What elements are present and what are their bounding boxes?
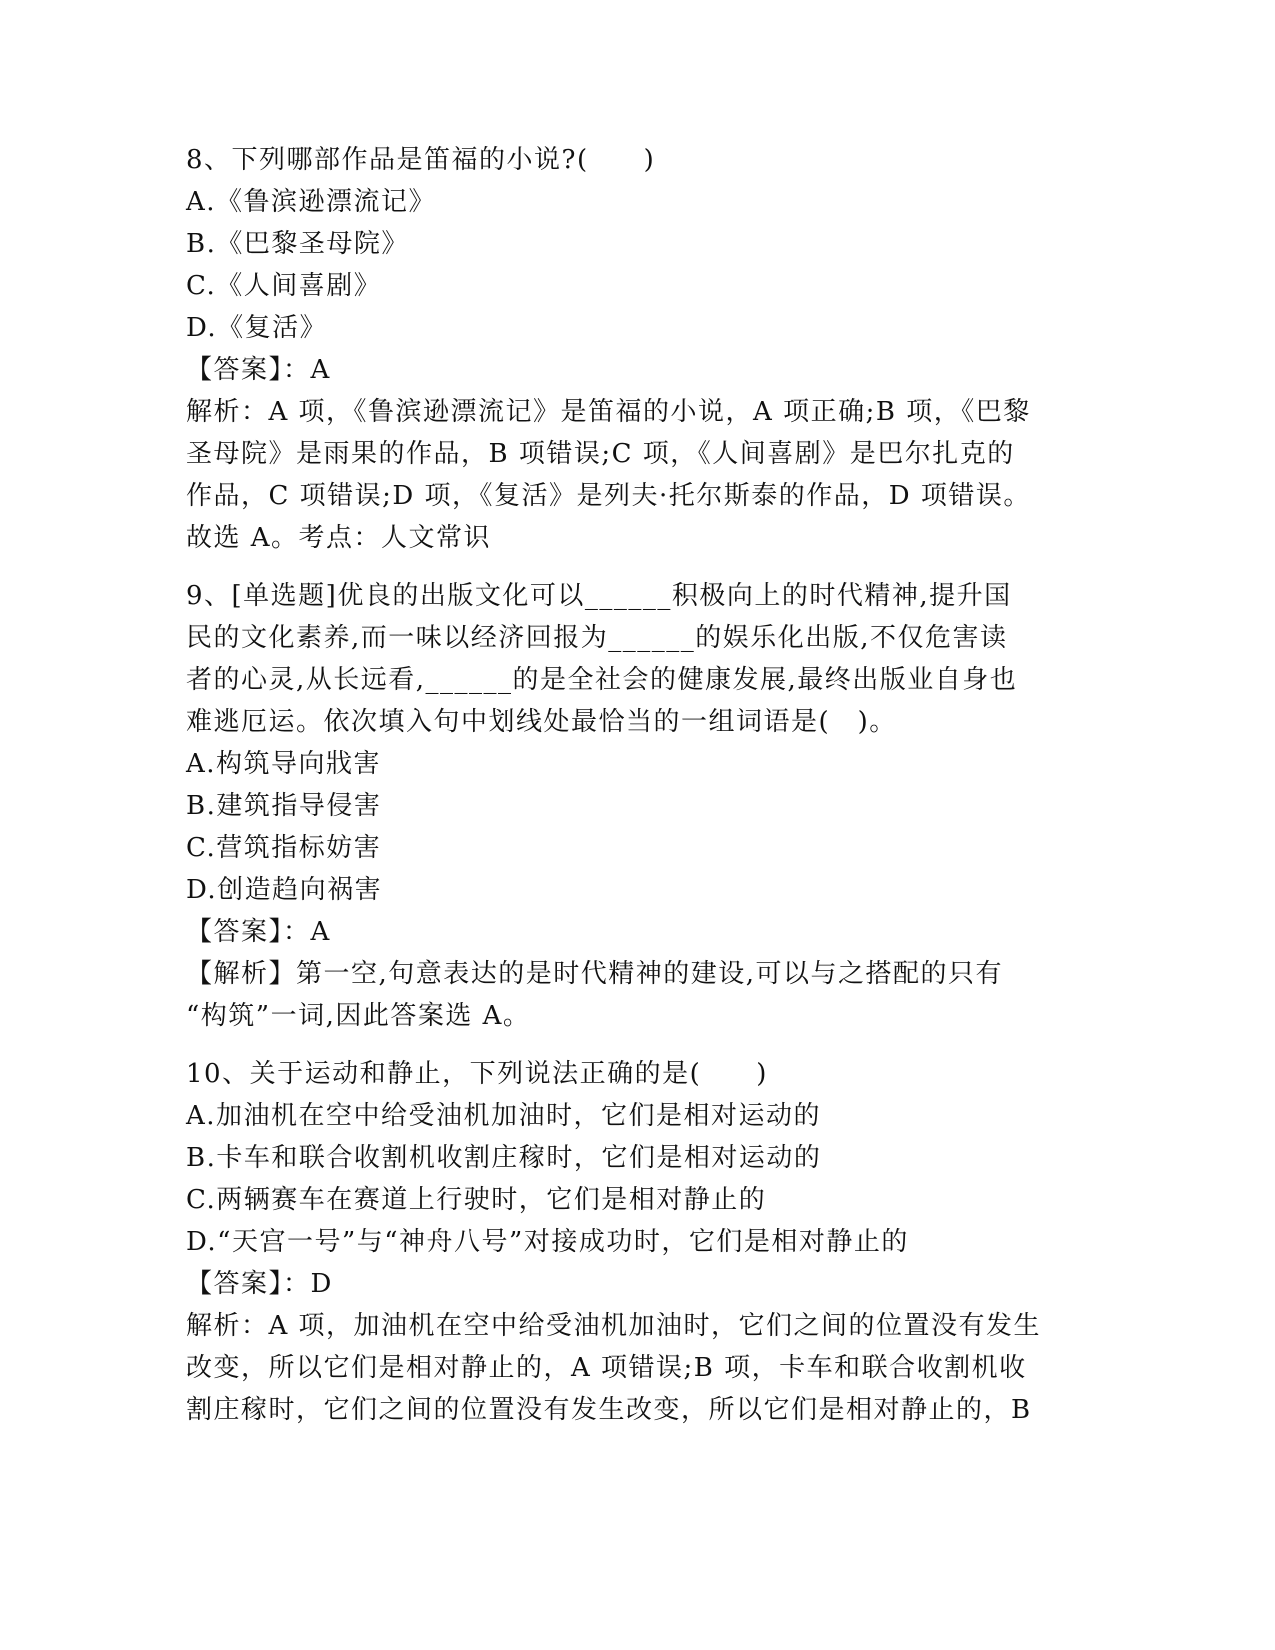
question-8-option-c: C.《人间喜剧》 [186, 271, 382, 301]
question-10-analysis-line: 割庄稼时，它们之间的位置没有发生改变，所以它们是相对静止的，B [186, 1395, 1032, 1425]
question-8-stem: 8、下列哪部作品是笛福的小说?( ) [186, 145, 656, 175]
question-9-option-b: B.建筑指导侵害 [186, 791, 382, 821]
question-9-option-a: A.构筑导向戕害 [186, 749, 382, 779]
question-10-option-c: C.两辆赛车在赛道上行驶时，它们是相对静止的 [186, 1185, 767, 1215]
question-10-stem: 10、关于运动和静止，下列说法正确的是( ) [186, 1059, 768, 1089]
question-8-option-b: B.《巴黎圣母院》 [186, 229, 409, 259]
question-9-stem-line: 者的心灵,从长远看,______的是全社会的健康发展,最终出版业自身也 [186, 665, 1018, 695]
question-10-option-b: B.卡车和联合收割机收割庄稼时，它们是相对运动的 [186, 1143, 822, 1173]
question-10-answer: 【答案】：D [186, 1269, 333, 1299]
question-8-analysis-line: 圣母院》是雨果的作品，B 项错误;C 项，《人间喜剧》是巴尔扎克的 [186, 439, 1015, 469]
question-9-stem-line: 民的文化素养,而一味以经济回报为______的娱乐化出版,不仅危害读 [186, 623, 1008, 653]
question-10-analysis-line: 改变，所以它们是相对静止的，A 项错误;B 项，卡车和联合收割机收 [186, 1353, 1027, 1383]
question-8-analysis-line: 故选 A。考点：人文常识 [186, 523, 492, 553]
question-9-analysis-line: 【解析】第一空,句意表达的是时代精神的建设,可以与之搭配的只有 [186, 959, 1004, 989]
question-9-answer: 【答案】：A [186, 917, 331, 947]
question-10-option-a: A.加油机在空中给受油机加油时，它们是相对运动的 [186, 1101, 822, 1131]
question-9-option-c: C.营筑指标妨害 [186, 833, 382, 863]
question-9-option-d: D.创造趋向祸害 [186, 875, 383, 905]
question-9-stem-line: 9、[单选题]优良的出版文化可以______积极向上的时代精神,提升国 [186, 581, 1012, 611]
question-8-analysis-line: 解析：A 项，《鲁滨逊漂流记》是笛福的小说，A 项正确;B 项，《巴黎 [186, 397, 1031, 427]
question-8-option-d: D.《复活》 [186, 313, 328, 343]
question-8-analysis-line: 作品，C 项错误;D 项，《复活》是列夫·托尔斯泰的作品，D 项错误。 [186, 481, 1031, 511]
question-10-option-d: D.“天宫一号”与“神舟八号”对接成功时，它们是相对静止的 [186, 1227, 909, 1257]
question-8-option-a: A.《鲁滨逊漂流记》 [186, 187, 437, 217]
question-10-analysis-line: 解析：A 项，加油机在空中给受油机加油时，它们之间的位置没有发生 [186, 1311, 1042, 1341]
question-9-stem-line: 难逃厄运。依次填入句中划线处最恰当的一组词语是( )。 [186, 707, 897, 737]
question-9-analysis-line: “构筑”一词,因此答案选 A。 [186, 1001, 531, 1031]
question-8-answer: 【答案】：A [186, 355, 331, 385]
